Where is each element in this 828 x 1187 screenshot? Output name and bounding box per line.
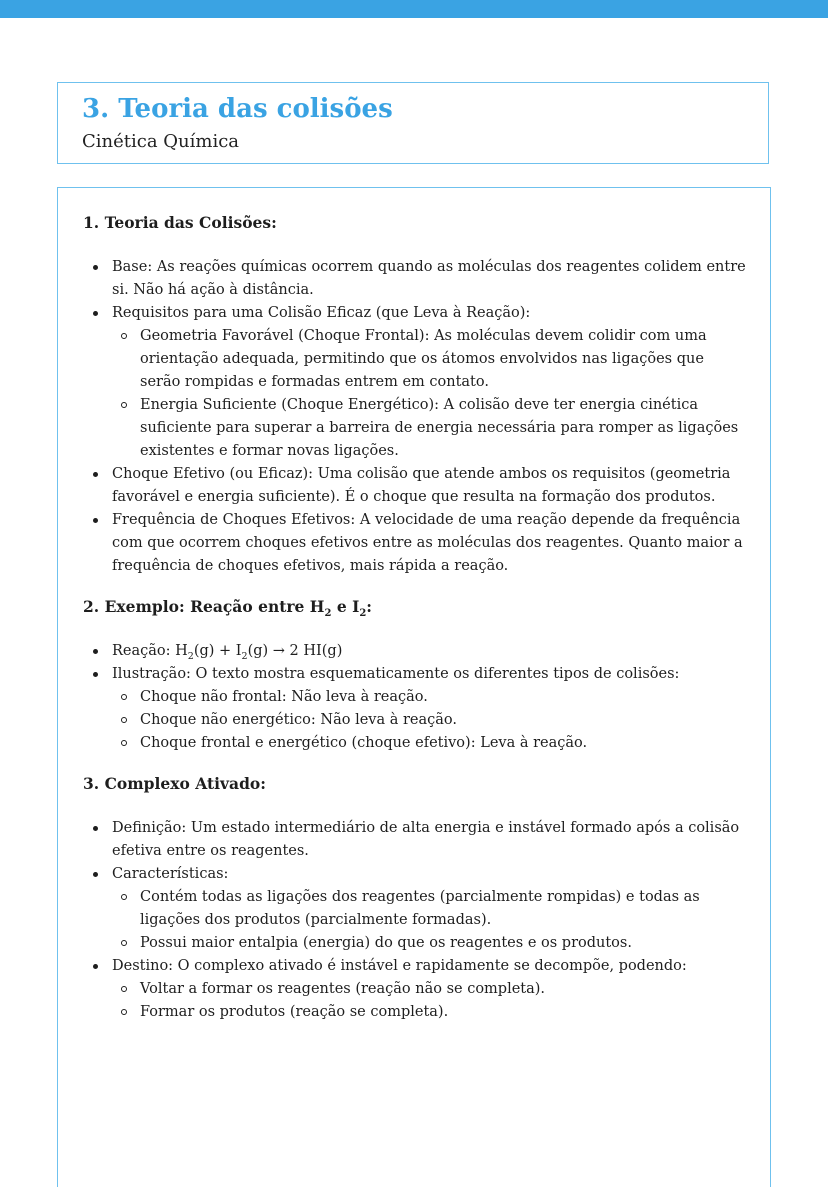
list-item-text: Ilustração: O texto mostra esquematicamente os diferentes tipos de colisões: [112,666,680,682]
sub-list-item: Contém todas as ligações dos reagentes (parcialmente rompidas) e todas as ligações dos produtos (parcialmente formadas). [112,886,746,932]
equation-text: Reação: H [112,643,188,659]
equation-text: (g) + I [193,643,242,659]
section-3-heading: 3. Complexo Ativado: [83,774,266,793]
subscript: 2 [324,608,332,620]
sub-list [112,325,746,463]
sub-list [112,686,746,755]
title-card [57,82,769,164]
list-item [83,863,746,955]
sub-list-item: Possui maior entalpia (energia) do que os reagentes e os produtos. [112,932,746,955]
list-item [83,509,746,578]
subscript: 2 [241,650,248,662]
list-item-text: Definição: Um estado intermediário de alta energia e instável formado após a colisão efetiva entre os reagentes. [112,820,740,859]
page-title: 3. Teoria das colisões [82,94,393,124]
list-item [83,955,746,1024]
heading-text: 2. Exemplo: Reação entre H [83,597,325,616]
subscript: 2 [359,608,367,620]
section-1-list [83,256,746,578]
sub-list-item: Formar os produtos (reação se completa). [112,1001,746,1024]
section-2-list [83,640,746,755]
sub-list-item: Energia Suficiente (Choque Energético): A colisão deve ter energia cinética suficiente para superar a barreira de energia necessária para romper as ligações existentes e formar novas ligações. [112,394,746,463]
top-accent-bar [0,0,828,18]
list-item-text: Choque Efetivo (ou Eficaz): Uma colisão que atende ambos os requisitos (geometria favorável e energia suficiente). É o choque que resulta na formação dos produtos. [112,466,731,505]
sub-list [112,886,746,955]
section-3-list [83,817,746,1024]
section-1-heading: 1. Teoria das Colisões: [83,213,277,232]
page-subtitle: Cinética Química [82,131,240,152]
list-item-text: Base: As reações químicas ocorrem quando as moléculas dos reagentes colidem entre si. Não há ação à distância. [112,259,746,298]
list-item [83,256,746,302]
sub-list-item: Voltar a formar os reagentes (reação não se completa). [112,978,746,1001]
section-2-heading [83,596,746,618]
heading-text: e I [331,597,360,616]
list-item-text: Destino: O complexo ativado é instável e rapidamente se decompõe, podendo: [112,958,687,974]
list-item-text: Características: [112,866,229,882]
sub-list-item: Geometria Favorável (Choque Frontal): As moléculas devem colidir com uma orientação adequada, permitindo que os átomos envolvidos nas ligações que serão rompidas e formadas entrem em contato. [112,325,746,394]
list-item [83,463,746,509]
sub-list-item: Choque não frontal: Não leva à reação. [112,686,746,709]
list-item-text: Frequência de Choques Efetivos: A velocidade de uma reação depende da frequência com que ocorrem choques efetivos entre as moléculas dos reagentes. Quanto maior a frequência de choques efetivos, mais rápida a reação. [112,512,743,574]
heading-text: : [366,597,373,616]
list-item [83,817,746,863]
sub-list-item: Choque não energético: Não leva à reação. [112,709,746,732]
sub-list [112,978,746,1024]
list-item-text: Requisitos para uma Colisão Eficaz (que Leva à Reação): [112,305,531,321]
list-item [83,302,746,463]
equation-text: (g) → 2 HI(g) [247,643,343,659]
content-card [57,187,771,1187]
sub-list-item: Choque frontal e energético (choque efetivo): Leva à reação. [112,732,746,755]
subscript: 2 [187,650,194,662]
list-item [83,663,746,755]
reaction-equation [83,640,746,663]
